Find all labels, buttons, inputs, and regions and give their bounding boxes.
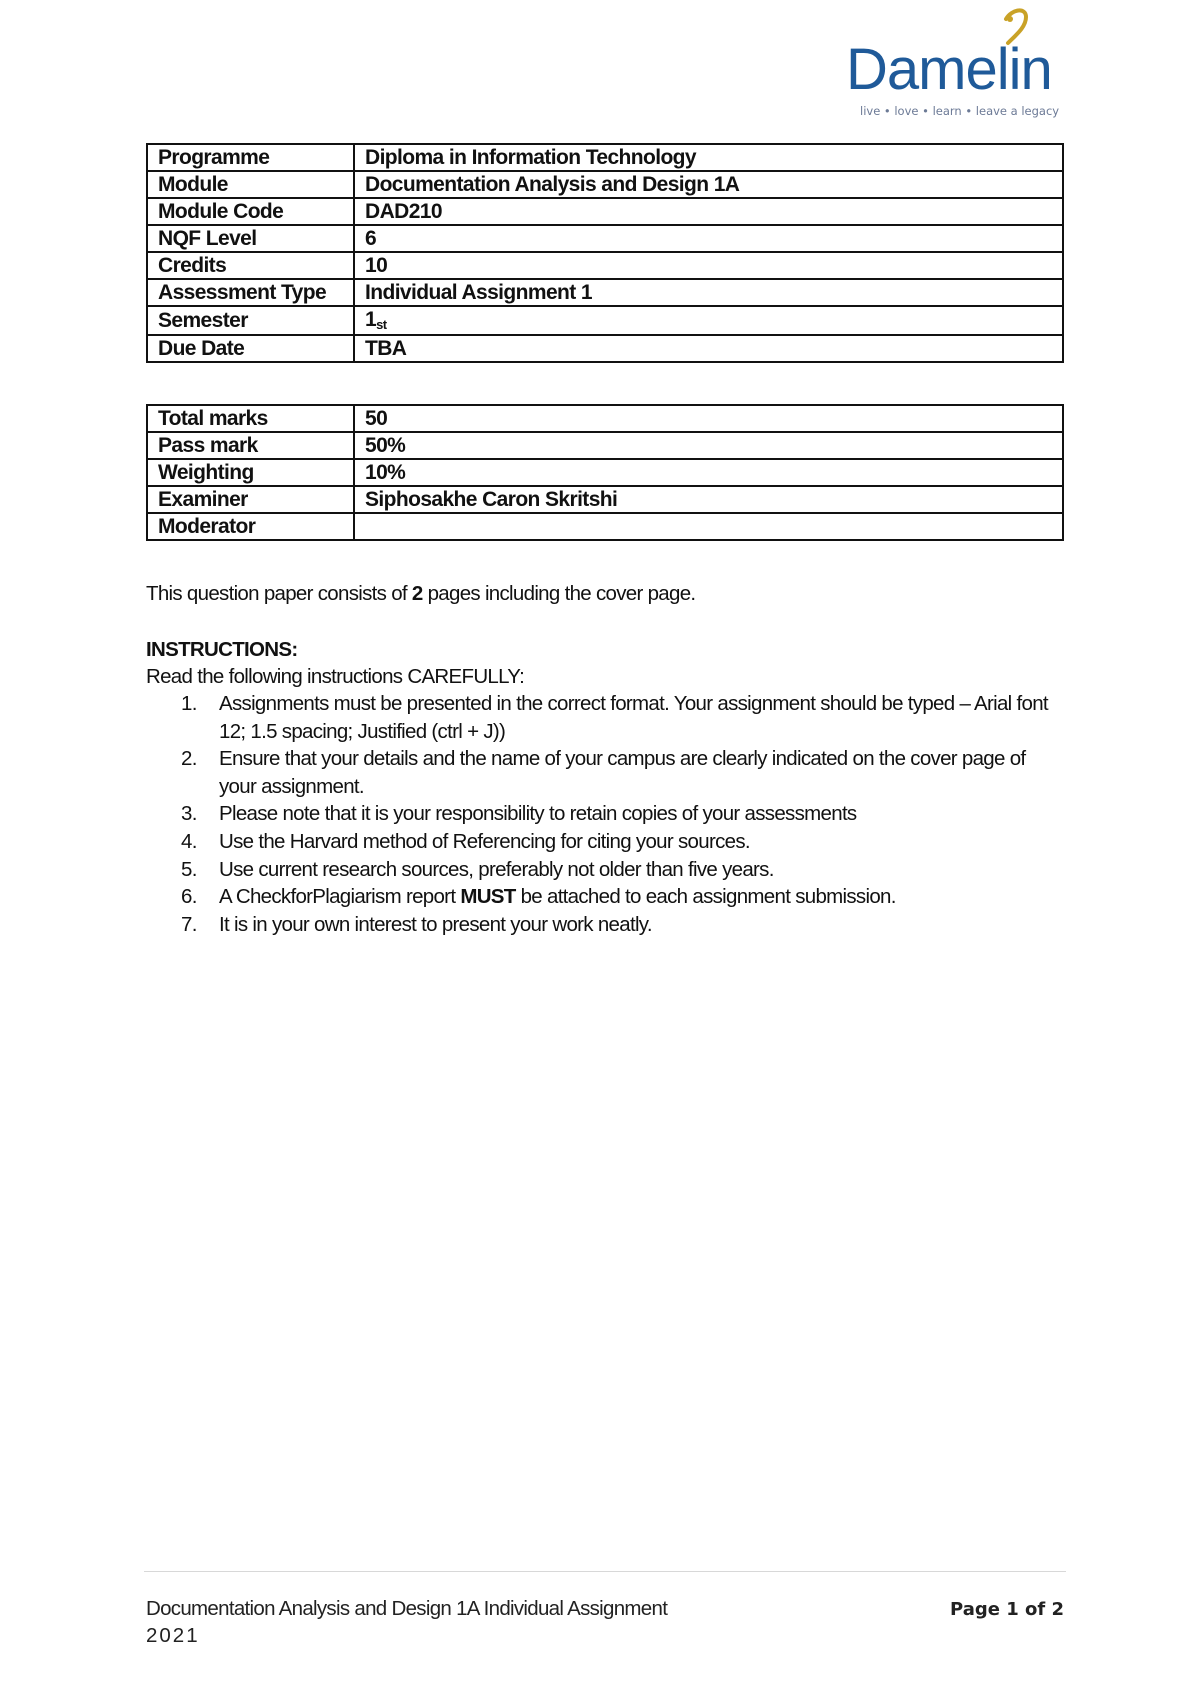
item-number: 3. [181,802,197,826]
item-number: 1. [181,692,197,715]
row-value [354,306,1063,335]
row-value: Documentation Analysis and Design 1A [354,171,1063,198]
list-item [146,690,1066,745]
table-row [147,198,1063,225]
item-number: 4. [181,829,197,853]
row-value: TBA [354,335,1063,362]
item-number: 6. [181,885,197,909]
item-number: 2. [181,747,197,771]
item-text: Use the Harvard method of Referencing for citing your sources. [219,829,750,853]
list-item [146,800,1066,828]
table-row [147,171,1063,198]
row-value: DAD210 [354,198,1063,225]
row-label: Due Date [147,335,354,362]
row-value: 10% [354,459,1063,486]
item-text: Ensure that your details and the name of your campus are clearly indicated on the cover page of your assignment. [219,747,1026,798]
list-item [146,856,1066,884]
table-row [147,252,1063,279]
list-item [146,745,1066,800]
item-text: be attached to each assignment submission. [515,885,896,909]
footer-divider [144,1571,1066,1572]
table-row [147,225,1063,252]
table-row [147,335,1063,362]
marks-info-table [146,404,1064,541]
footer-title [146,1595,667,1649]
row-label: Examiner [147,486,354,513]
row-label: Semester [147,306,354,335]
row-label: Assessment Type [147,279,354,306]
module-info-table [146,143,1064,363]
row-label: Pass mark [147,432,354,459]
table-row [147,432,1063,459]
list-item [146,883,1066,911]
item-text: Use current research sources, preferably not older than five years. [219,857,774,881]
instructions-heading: INSTRUCTIONS: [146,638,298,661]
table-row [147,144,1063,171]
table-row [147,279,1063,306]
row-label: Weighting [147,459,354,486]
statement-text: pages including the cover page. [422,582,696,605]
row-label: Total marks [147,405,354,432]
row-label: Module Code [147,198,354,225]
row-label: NQF Level [147,225,354,252]
row-value: 6 [354,225,1063,252]
instructions-list [146,690,1066,938]
page-number: Page 1 of 2 [950,1599,1064,1620]
logo-tagline: live • love • learn • leave a legacy [860,104,1060,118]
item-number: 5. [181,857,197,881]
semester-number: 1 [365,308,377,331]
table-row [147,306,1063,335]
item-text: Please note that it is your responsibility to retain copies of your assessments [219,802,857,826]
footer-year: 2021 [146,1624,200,1647]
damelin-logo [840,5,1080,118]
item-text-emphasis: MUST [460,885,516,909]
row-label: Module [147,171,354,198]
table-row [147,459,1063,486]
table-row [147,486,1063,513]
footer-document-title: Documentation Analysis and Design 1A Individual Assignment [146,1597,668,1620]
page-count: 2 [411,582,423,605]
item-number: 7. [181,912,197,936]
row-label: Programme [147,144,354,171]
page-count-statement [146,580,1066,608]
item-text: A CheckforPlagiarism report [219,885,461,909]
list-item [146,828,1066,856]
row-value [354,513,1063,540]
row-value: 50 [354,405,1063,432]
row-value: Diploma in Information Technology [354,144,1063,171]
logo-wordmark: Damelin [846,37,1052,102]
row-label: Credits [147,252,354,279]
table-row [147,405,1063,432]
row-value: Individual Assignment 1 [354,279,1063,306]
table-row [147,513,1063,540]
row-label: Moderator [147,513,354,540]
row-value: 10 [354,252,1063,279]
item-text: It is in your own interest to present your work neatly. [219,912,652,936]
row-value: 50% [354,432,1063,459]
semester-ordinal-suffix: st [376,317,387,332]
item-text: Assignments must be presented in the correct format. Your assignment should be typed – Arial font 12; 1.5 spacing; Justified (ctrl + J)) [219,692,1048,743]
row-value: Siphosakhe Caron Skritshi [354,486,1063,513]
list-item [146,911,1066,939]
statement-text: This question paper consists of [146,582,412,605]
instructions-intro: Read the following instructions CAREFULLY: [146,665,525,688]
